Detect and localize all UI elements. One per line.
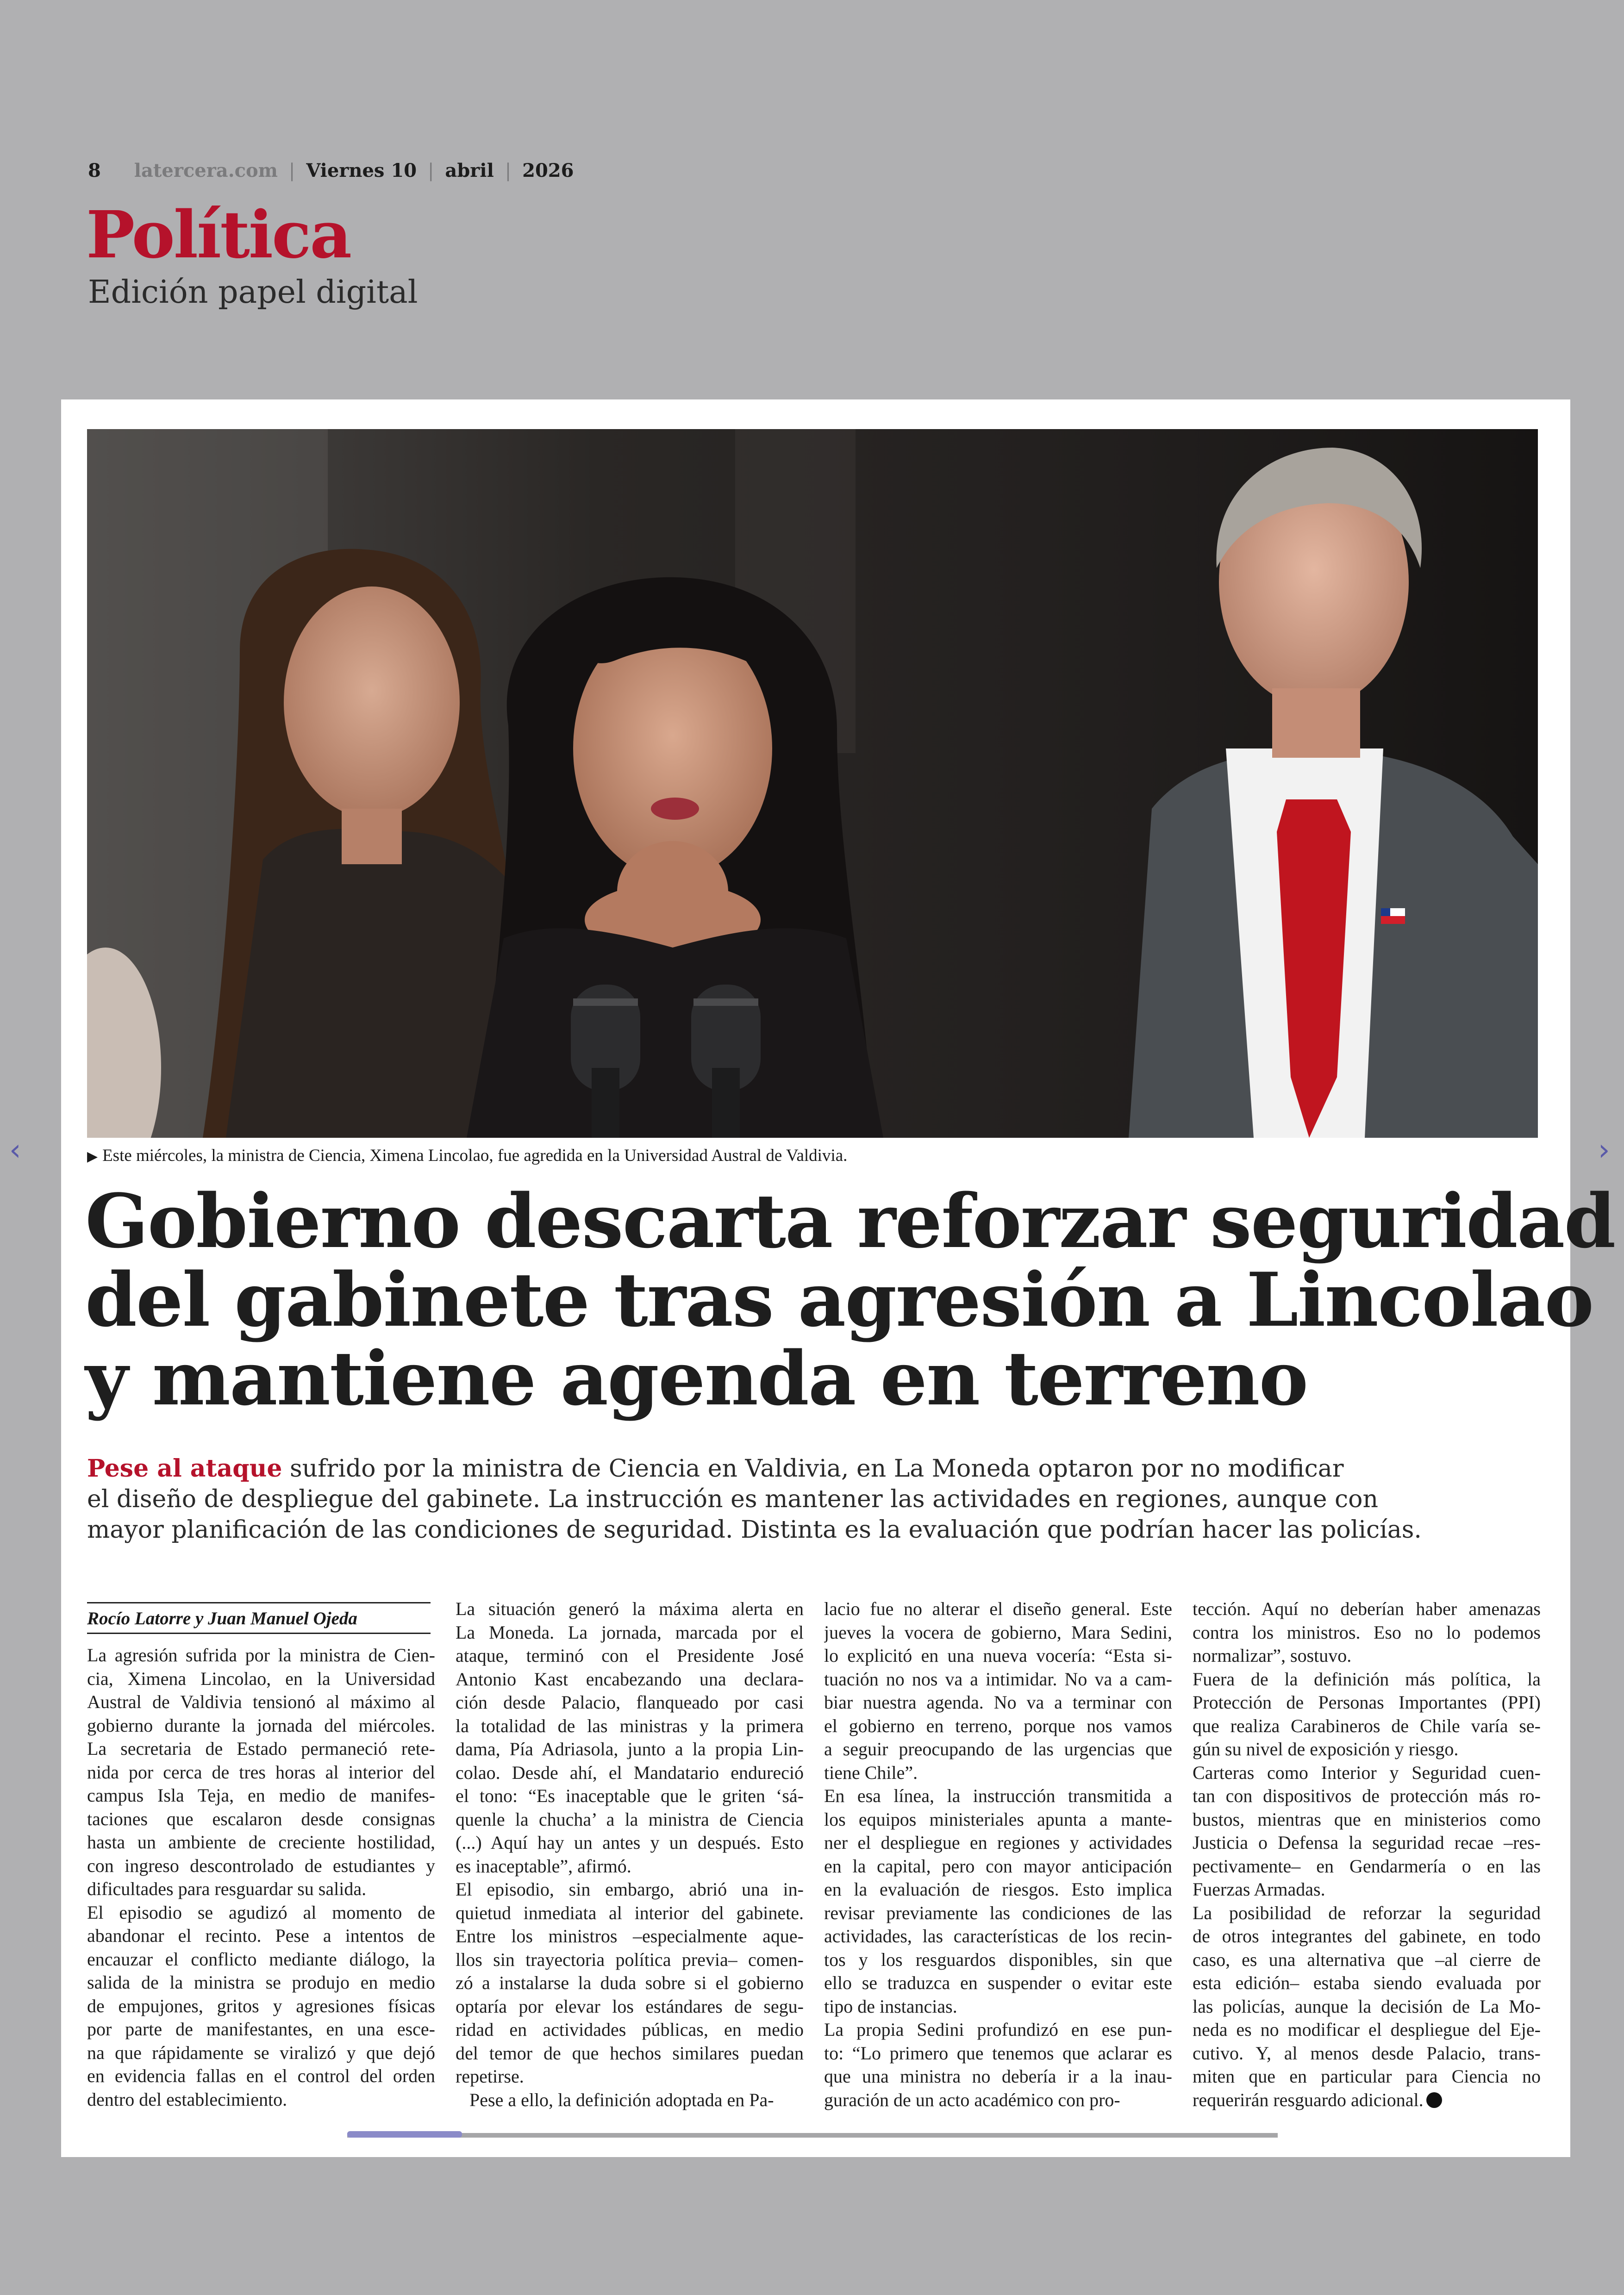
column-line-text: pectivamente– en Gendarmería o en las xyxy=(1193,1855,1541,1877)
deck-lead: Pese al ataque xyxy=(87,1454,282,1483)
column-line xyxy=(1193,1597,1541,1621)
column-line xyxy=(1193,1855,1541,1878)
column-line-text: Austral de Valdivia tensionó al máximo al xyxy=(87,1691,435,1712)
column-line xyxy=(456,1902,804,1925)
next-page-chevron-right-icon[interactable]: › xyxy=(1598,1133,1610,1167)
column-line-text: caso, es una alternativa que –al cierre de xyxy=(1193,1949,1541,1970)
date-weekday: Viernes 10 xyxy=(306,160,417,181)
column-line-text: con ingreso descontrolado de estudiantes y xyxy=(87,1855,435,1876)
column-line xyxy=(1193,1808,1541,1832)
column-line-text: a seguir preocupando de las urgencias que xyxy=(824,1739,1172,1759)
column-line xyxy=(824,2018,1172,2042)
column-line xyxy=(824,1971,1172,1995)
separator: | xyxy=(505,160,512,181)
column-line-text: ción desde Palacio, flanqueado por casi xyxy=(456,1692,804,1713)
column-line-text: La agresión sufrida por la ministra de Cien- xyxy=(87,1645,435,1665)
column-line-text: lo explicitó en una nueva vocería: “Esta si- xyxy=(824,1645,1172,1666)
column-line-text: dificultades para resguardar su salida. xyxy=(87,1878,367,1899)
column-line xyxy=(824,2089,1172,2112)
column-line-text: tos y los resguardos disponibles, sin que xyxy=(824,1949,1172,1970)
column-line xyxy=(87,1690,435,1714)
column-line-text: encauzar el conflicto mediante diálogo, la xyxy=(87,1948,435,1970)
column-line-text: tuación no nos va a intimidar. No va a cam- xyxy=(824,1668,1172,1690)
column-line-text: que una ministra no debería ir a la inau- xyxy=(824,2066,1172,2087)
column-line xyxy=(824,1831,1172,1855)
column-line-text: miten que en particular para Ciencia no xyxy=(1193,2066,1541,2087)
headline-line: del gabinete tras agresión a Lincolao xyxy=(85,1256,1593,1343)
column-line-text: contra los ministros. Eso no lo podemos xyxy=(1193,1621,1541,1643)
article-column-4 xyxy=(1193,1597,1541,2112)
column-line-text: tección. Aquí no deberían haber amenazas xyxy=(1193,1598,1541,1619)
column-line xyxy=(456,1784,804,1808)
column-line xyxy=(824,1808,1172,1832)
column-line xyxy=(824,1948,1172,1972)
column-line-text: biar nuestra agenda. No va a terminar con xyxy=(824,1692,1172,1713)
column-line xyxy=(1193,1948,1541,1972)
column-line-text: hasta un ambiente de creciente hostilidad, xyxy=(87,1832,435,1852)
column-line-text: Justicia o Defensa la seguridad recae –res- xyxy=(1193,1832,1541,1853)
column-line xyxy=(824,1597,1172,1621)
column-line xyxy=(456,2042,804,2065)
column-line xyxy=(824,1715,1172,1738)
column-line-text: llos sin trayectoria política previa– comen- xyxy=(456,1949,804,1970)
column-line xyxy=(456,1808,804,1832)
column-line-text: La Moneda. La jornada, marcada por el xyxy=(456,1621,804,1643)
column-line xyxy=(1193,2018,1541,2042)
page-header xyxy=(88,160,574,181)
site-name: latercera.com xyxy=(134,160,278,181)
column-line xyxy=(456,2089,804,2112)
column-line-text: abandonar el recinto. Pese a intentos de xyxy=(87,1925,435,1946)
column-line xyxy=(1193,1644,1541,1668)
column-line xyxy=(87,2064,435,2088)
column-line-text: campus Isla Teja, en medio de manifes- xyxy=(87,1785,435,1806)
column-line-text: de otros integrantes del gabinete, en todo xyxy=(1193,1926,1541,1946)
edition-label: Edición papel digital xyxy=(88,274,418,311)
caption-triangle-icon: ▶ xyxy=(87,1149,98,1164)
column-line xyxy=(456,1831,804,1855)
column-line-text: es inaceptable”, afirmó. xyxy=(456,1855,631,1877)
column-line xyxy=(824,1878,1172,1902)
column-line xyxy=(87,1831,435,1854)
column-line-text: tiene Chile”. xyxy=(824,1762,918,1783)
column-line-text: gobierno durante la jornada del miércoles. xyxy=(87,1715,435,1736)
column-line-text: gún su nivel de exposición y riesgo. xyxy=(1193,1739,1459,1759)
column-line-text: ello se traduzca en suspender o evitar este xyxy=(824,1972,1172,1993)
column-line-text: La propia Sedini profundizó en ese pun- xyxy=(824,2019,1172,2040)
column-line xyxy=(456,1621,804,1645)
column-line xyxy=(824,2042,1172,2065)
column-line-text: Fuera de la definición más política, la xyxy=(1193,1668,1541,1690)
column-line-text: ataque, terminó con el Presidente José xyxy=(456,1645,804,1666)
article-headline xyxy=(85,1178,1615,1422)
column-line xyxy=(824,1668,1172,1691)
column-line-text: quenle la chucha’ a la ministra de Ciencia xyxy=(456,1809,804,1830)
column-line-text: ridad en actividades públicas, en medio xyxy=(456,2019,804,2040)
column-line xyxy=(87,1971,435,1995)
column-line-text: cia, Ximena Lincolao, en la Universidad xyxy=(87,1668,435,1689)
column-line-text: neda es no modificar el despliegue del Eje- xyxy=(1193,2019,1541,2040)
column-line-text: Antonio Kast encabezando una declara- xyxy=(456,1668,804,1690)
column-line xyxy=(1193,1738,1541,1761)
column-line-text: na que rápidamente se viralizó y que dejó xyxy=(87,2042,435,2063)
column-line xyxy=(1193,1691,1541,1715)
column-line xyxy=(1193,1902,1541,1925)
column-line-text: La posibilidad de reforzar la seguridad xyxy=(1193,1902,1541,1923)
column-line-text: repetirse. xyxy=(456,2066,524,2087)
column-line-text: La secretaria de Estado permaneció rete- xyxy=(87,1738,435,1759)
column-line-text: esta edición– estaba siendo evaluada por xyxy=(1193,1972,1541,1993)
column-line-text: la totalidad de las ministras y la primera xyxy=(456,1715,804,1736)
column-line xyxy=(1193,1761,1541,1785)
article-column-3 xyxy=(824,1597,1172,2112)
date-month: abril xyxy=(445,160,494,181)
column-line-text: cutivo. Y, al menos desde Palacio, trans- xyxy=(1193,2042,1541,2064)
column-line-text: En esa línea, la instrucción transmitida a xyxy=(824,1785,1172,1806)
column-line xyxy=(456,1925,804,1948)
column-line-text: nida por cerca de tres horas al interior del xyxy=(87,1761,435,1783)
section-title: Política xyxy=(86,197,351,273)
column-line xyxy=(824,1738,1172,1761)
column-line-text: (...) Aquí hay un antes y un después. Esto xyxy=(456,1832,804,1853)
page-scroll-track[interactable] xyxy=(347,2133,1278,2138)
column-line xyxy=(1193,1831,1541,1855)
column-line xyxy=(824,1644,1172,1668)
column-line xyxy=(1193,1784,1541,1808)
column-line xyxy=(824,1925,1172,1948)
column-line xyxy=(456,1971,804,1995)
column-line xyxy=(1193,2089,1541,2112)
column-line xyxy=(824,1784,1172,1808)
article-column-1 xyxy=(87,1644,435,2111)
column-line-text: en evidencia fallas en el control del orden xyxy=(87,2065,435,2086)
column-line xyxy=(1193,1715,1541,1738)
column-line xyxy=(456,1855,804,1878)
column-line xyxy=(456,1644,804,1668)
separator: | xyxy=(427,160,434,181)
column-line xyxy=(824,1621,1172,1645)
column-line-text: dentro del establecimiento. xyxy=(87,2089,287,2110)
column-line-text: El episodio se agudizó al momento de xyxy=(87,1902,435,1923)
column-line xyxy=(824,1855,1172,1878)
column-line xyxy=(87,1808,435,1831)
column-line-text: dama, Pía Adriasola, junto a la propia Lin- xyxy=(456,1739,804,1759)
column-line xyxy=(456,1878,804,1902)
column-line-text: tan con dispositivos de protección más ro- xyxy=(1193,1785,1541,1806)
column-line-text: en la evaluación de riesgos. Esto implica xyxy=(824,1879,1172,1900)
column-line xyxy=(456,1995,804,2019)
column-line xyxy=(1193,1878,1541,1902)
column-line xyxy=(87,1784,435,1808)
column-line-text: Carteras como Interior y Seguridad cuen- xyxy=(1193,1762,1541,1783)
column-line xyxy=(87,1737,435,1761)
column-line-text: jueves la vocera de gobierno, Mara Sedini, xyxy=(824,1621,1172,1643)
column-line xyxy=(456,1761,804,1785)
column-line xyxy=(87,1714,435,1738)
column-line xyxy=(87,1948,435,1971)
column-line xyxy=(824,2065,1172,2089)
caption-text: Este miércoles, la ministra de Ciencia, Ximena Lincolao, fue agredida en la Universidad Austral de Valdivia. xyxy=(102,1146,848,1165)
column-line-text: guración de un acto académico con pro- xyxy=(824,2089,1120,2110)
column-line-text: zó a instalarse la duda sobre si el gobierno xyxy=(456,1972,804,1993)
column-line-text: actividades, las características de los recin- xyxy=(824,1926,1172,1946)
column-line-text: El episodio, sin embargo, abrió una in- xyxy=(456,1879,804,1900)
column-line xyxy=(1193,1971,1541,1995)
column-line-text: el tono: “Es inaceptable que le griten ‘sá- xyxy=(456,1785,804,1806)
end-of-article-dot-icon xyxy=(1426,2092,1442,2108)
column-line-text: lacio fue no alterar el diseño general. Este xyxy=(824,1598,1172,1619)
column-line-text: del temor de que hechos similares puedan xyxy=(456,2042,804,2064)
column-line xyxy=(1193,1925,1541,1948)
column-line xyxy=(1193,2042,1541,2065)
column-line-text: La situación generó la máxima alerta en xyxy=(456,1598,804,1619)
column-line-text: normalizar”, sostuvo. xyxy=(1193,1645,1352,1666)
column-line xyxy=(87,1877,435,1901)
column-line xyxy=(824,1761,1172,1785)
column-line-text: que realiza Carabineros de Chile varía se- xyxy=(1193,1715,1541,1736)
article-photo xyxy=(87,429,1538,1138)
column-line-text: Entre los ministros –especialmente aque- xyxy=(456,1926,804,1946)
column-line xyxy=(87,1667,435,1691)
headline-line: y mantiene agenda en terreno xyxy=(85,1335,1308,1422)
column-line xyxy=(87,1761,435,1784)
column-line xyxy=(456,1668,804,1691)
column-line-text: tipo de instancias. xyxy=(824,1996,957,2017)
deck-line: sufrido por la ministra de Ciencia en Valdivia, en La Moneda optaron por no modificar xyxy=(282,1455,1344,1483)
column-line-text: revisar previamente las condiciones de las xyxy=(824,1902,1172,1923)
column-line xyxy=(456,2018,804,2042)
column-line xyxy=(87,1924,435,1948)
byline: Rocío Latorre y Juan Manuel Ojeda xyxy=(87,1602,431,1634)
column-line xyxy=(87,2018,435,2041)
column-line-text: requerirán resguardo adicional. xyxy=(1193,2089,1424,2110)
separator: | xyxy=(288,160,295,181)
column-line-text: ner el despliegue en regiones y actividades xyxy=(824,1832,1172,1853)
photo-caption xyxy=(87,1146,847,1166)
date-year: 2026 xyxy=(522,160,574,181)
column-line-text: quietud inmediata al interior del gabinete. xyxy=(456,1902,804,1923)
column-line-text: taciones que escalaron desde consignas xyxy=(87,1808,435,1829)
column-line xyxy=(87,1901,435,1925)
column-line-text: por parte de manifestantes, en una esce- xyxy=(87,2019,435,2039)
column-line xyxy=(456,1715,804,1738)
column-line-text: Fuerzas Armadas. xyxy=(1193,1879,1325,1900)
article-column-2 xyxy=(456,1597,804,2112)
column-line xyxy=(87,2088,435,2112)
column-line xyxy=(456,1691,804,1715)
page-scroll-thumb[interactable] xyxy=(347,2131,462,2138)
column-line xyxy=(1193,1668,1541,1691)
column-line-text: bustos, mientras que en ministerios como xyxy=(1193,1809,1541,1830)
column-line xyxy=(87,2041,435,2065)
column-line xyxy=(456,1948,804,1972)
headline-line: Gobierno descarta reforzar seguridad xyxy=(85,1178,1615,1265)
column-line xyxy=(1193,1995,1541,2019)
column-line-text: to: “Lo primero que tenemos que aclarar es xyxy=(824,2042,1172,2064)
photo-illustration xyxy=(87,429,1538,1138)
column-line-text: las policías, aunque la decisión de La Mo- xyxy=(1193,1996,1541,2017)
column-line xyxy=(87,1644,435,1667)
column-line xyxy=(824,1691,1172,1715)
newspaper-page xyxy=(61,399,1615,2157)
column-line-text: el gobierno en terreno, porque nos vamos xyxy=(824,1715,1172,1736)
deck-line: mayor planificación de las condiciones de seguridad. Distinta es la evaluación que podrían hacer las policías. xyxy=(87,1516,1422,1544)
column-line xyxy=(87,1995,435,2018)
column-line xyxy=(824,1995,1172,2019)
column-line xyxy=(1193,2065,1541,2089)
column-line xyxy=(456,2065,804,2089)
column-line xyxy=(824,1902,1172,1925)
column-line-text: optaría por elevar los estándares de segu- xyxy=(456,1996,804,2017)
column-line xyxy=(456,1738,804,1761)
deck-line: el diseño de despliegue del gabinete. La instrucción es mantener las actividades en regiones, aunque con xyxy=(87,1485,1378,1513)
column-line xyxy=(456,1597,804,1621)
page-number: 8 xyxy=(88,160,101,181)
column-line xyxy=(87,1854,435,1878)
column-line-text: los equipos ministeriales apunta a mante- xyxy=(824,1809,1172,1830)
article-deck xyxy=(87,1453,1541,1545)
column-line xyxy=(1193,1621,1541,1645)
column-line-text: de empujones, gritos y agresiones físicas xyxy=(87,1995,435,2016)
column-line-text: colao. Desde ahí, el Mandatario endureció xyxy=(456,1762,804,1783)
column-line-text: Pese a ello, la definición adoptada en Pa- xyxy=(456,2089,774,2110)
previous-page-chevron-left-icon[interactable]: ‹ xyxy=(9,1133,21,1167)
column-line-text: en la capital, pero con mayor anticipación xyxy=(824,1855,1172,1877)
column-line-text: salida de la ministra se produjo en medio xyxy=(87,1972,435,1993)
column-line-text: Protección de Personas Importantes (PPI) xyxy=(1193,1692,1541,1713)
